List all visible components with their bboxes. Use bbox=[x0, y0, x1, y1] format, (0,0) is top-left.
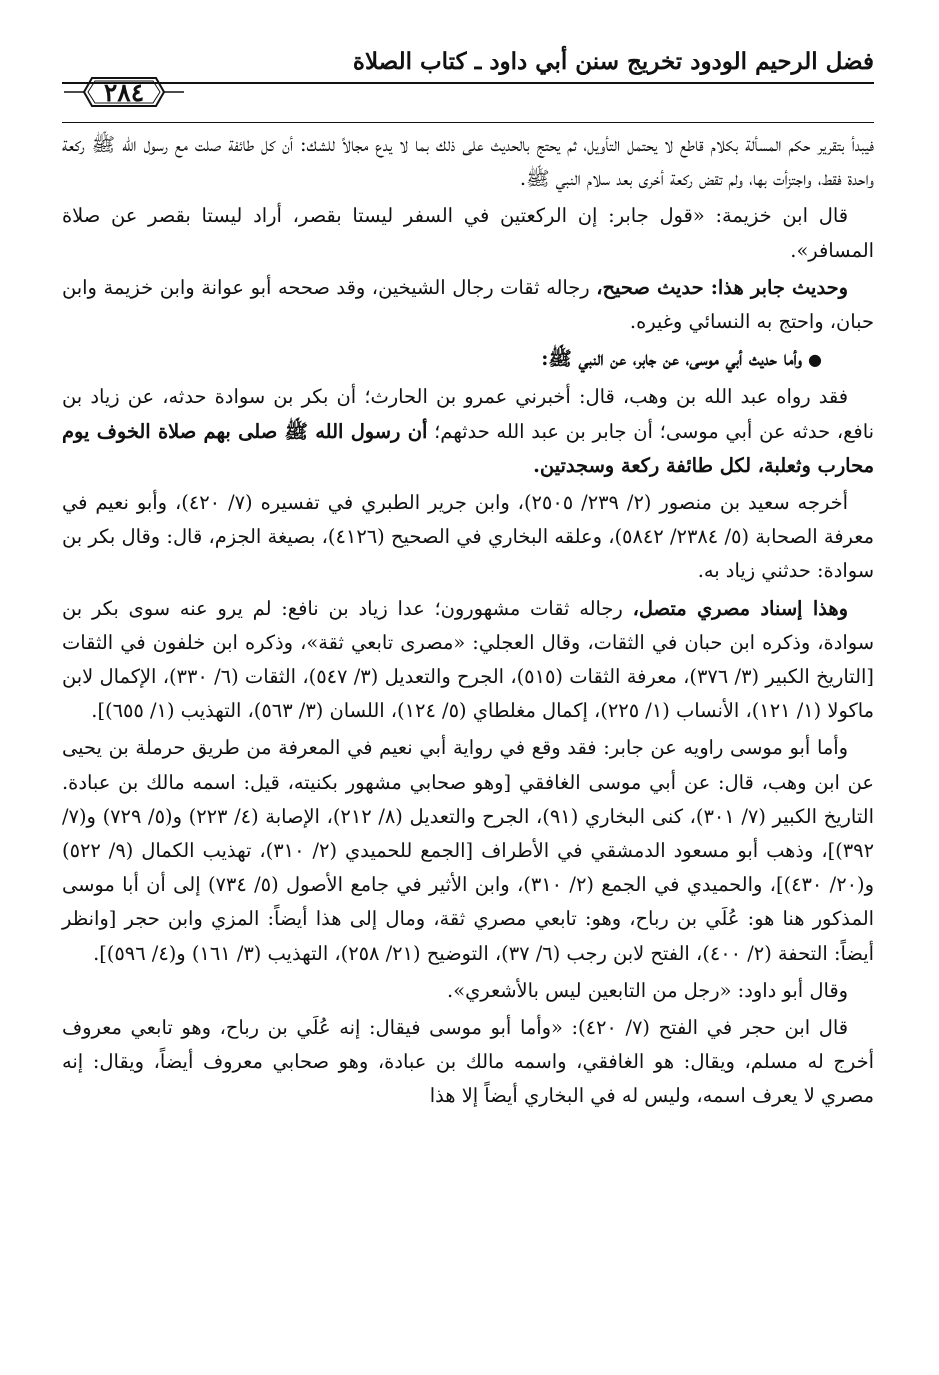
paragraph-text: قال ابن حجر في الفتح (٧/ ٤٢٠): «وأما أبو موسى فيقال: إنه عُلَي بن رباح، وهو تابعي معروف أخرج له مسلم، ويقال: هو الغافقي، واسمه مالك بن عبادة، وهو صحابي معروف أيضاً، ويقال: إنه مصري لا يعرف اسمه، وليس له في البخاري أيضاً إلا هذا bbox=[62, 1016, 874, 1108]
body-text bbox=[62, 128, 874, 1117]
paragraph-text: رجاله ثقات رجال الشيخين، وقد صححه أبو عوانة وابن خزيمة وابن حبان، واحتج به النسائي وغيره. bbox=[62, 275, 874, 334]
paragraph bbox=[62, 731, 874, 970]
paragraph-text: فقد رواه عبد الله بن وهب، قال: أخبرني عمرو بن الحارث؛ أن بكر بن سوادة حدثه، عن زياد بن نافع، حدثه عن أبي موسى؛ أن جابر بن عبد الله حدثهم؛ bbox=[62, 385, 874, 443]
section-heading-text: وأما حديث أبي موسى، عن جابر، عن النبي ﷺ: bbox=[541, 347, 803, 371]
paragraph-text: رجاله ثقات مشهورون؛ عدا زياد بن نافع: لم يرو عنه سوى بكر بن سوادة، وذكره ابن حبان في الثقات، وقال العجلي: «مصرى تابعي ثقة»، وذكره ابن خلفون في الثقات [التاريخ الكبير (٣/ ٣٧٦)، معرفة الثقات (٥١٥)، الجرح والتعديل (٣/ ٥٤٧)، الثقات (٦/ ٣٣٠)، الإكمال لابن ماكولا (١/ ١٢١)، الأنساب (١/ ٢٢٥)، إكمال مغلطاي (٥/ ١٢٤)، اللسان (٣/ ٥٦٣)، التهذيب (١/ ٦٥٥)]. bbox=[62, 596, 874, 723]
paragraph-bold-lead: وحديث جابر هذا: حديث صحيح، bbox=[596, 275, 848, 299]
paragraph bbox=[62, 199, 874, 267]
paragraph-text: وأما أبو موسى راويه عن جابر: فقد وقع في رواية أبي نعيم في المعرفة من طريق حرملة بن يحيى عن ابن وهب، قال: عن أبي موسى الغافقي [وهو صحابي مشهور بكنيته، قيل: اسمه مالك بن عبادة. التاريخ الكبير (٧/ ٣٠١)، كنى البخاري (٩١)، الجرح والتعديل (٨/ ٢١٢)، الإصابة (٤/ ٢٢٣) و(٥/ ٧٢٩) و(٧/ ٣٩٢)]، وذهب أبو مسعود الدمشقي في الأطراف [الجمع للحميدي (٢/ ٣١٠)، تهذيب الكمال (٩/ ٥٢٢) و(٢٠/ ٤٣٠)]، والحميدي في الجمع (٢/ ٣١٠)، وابن الأثير في جامع الأصول (٥/ ٧٣٤) إلى أن أبا موسى المذكور هنا هو: عُلَي بن رباح، وهو: تابعي مصري ثقة، ومال إلى هذا أيضاً: المزي وابن حجر [وانظر أيضاً: التحفة (٢/ ٤٠٠)، الفتح لابن رجب (٦/ ٣٧)، التوضيح (٢١/ ٢٥٨)، التهذيب (٣/ ١٦١) و(٤/ ٥٩٦)]. bbox=[62, 736, 874, 965]
paragraph-text: أخرجه سعيد بن منصور (٢/ ٢٣٩/ ٢٥٠٥)، وابن جرير الطبري في تفسيره (٧/ ٤٢٠)، وأبو نعيم في معرفة الصحابة (٥/ ٢٣٨٤/ ٥٨٤٢)، وعلقه البخاري في الصحيح (٤١٢٦)، بصيغة الجزم، قال: وقال بكر بن سوادة: حدثني زياد به. bbox=[62, 491, 874, 583]
header-bottom-rule bbox=[62, 122, 874, 123]
paragraph-bold-lead: وهذا إسناد مصري متصل، bbox=[632, 596, 848, 620]
paragraph-text: فيبدأ بتقرير حكم المسألة بكلام قاطع لا يحتمل التأويل، ثم يحتج بالحديث على ذلك بما لا يدع مجالاً للشك: أن كل طائفة صلت مع رسول الله ﷺ ركعة واحدة فقط، واجتزأت بها، ولم تقض ركعة أخرى بعد سلام النبي ﷺ. bbox=[62, 133, 874, 191]
header-title: فضل الرحيم الودود تخريج سنن أبي داود ـ كتاب الصلاة bbox=[352, 48, 874, 75]
drop-bullet-icon: ● bbox=[808, 350, 822, 370]
page-number: ٢٨٤ bbox=[103, 78, 145, 107]
paragraph bbox=[62, 128, 874, 196]
paragraph bbox=[62, 592, 874, 729]
paragraph bbox=[62, 974, 874, 1008]
page-number-badge bbox=[62, 72, 186, 112]
section-heading bbox=[62, 342, 874, 377]
paragraph-text: وقال أبو داود: «رجل من التابعين ليس بالأشعري». bbox=[447, 978, 848, 1002]
paragraph bbox=[62, 271, 874, 339]
running-header bbox=[62, 44, 874, 120]
paragraph bbox=[62, 486, 874, 589]
paragraph bbox=[62, 380, 874, 483]
paragraph-text: قال ابن خزيمة: «قول جابر: إن الركعتين في السفر ليستا بقصر، أراد ليستا بقصر عن صلاة المسافر». bbox=[62, 204, 874, 262]
paragraph-bold-tail: أن رسول الله ﷺ صلى بهم صلاة الخوف يوم محارب وثعلبة، لكل طائفة ركعة وسجدتين. bbox=[62, 419, 874, 477]
paragraph bbox=[62, 1011, 874, 1114]
